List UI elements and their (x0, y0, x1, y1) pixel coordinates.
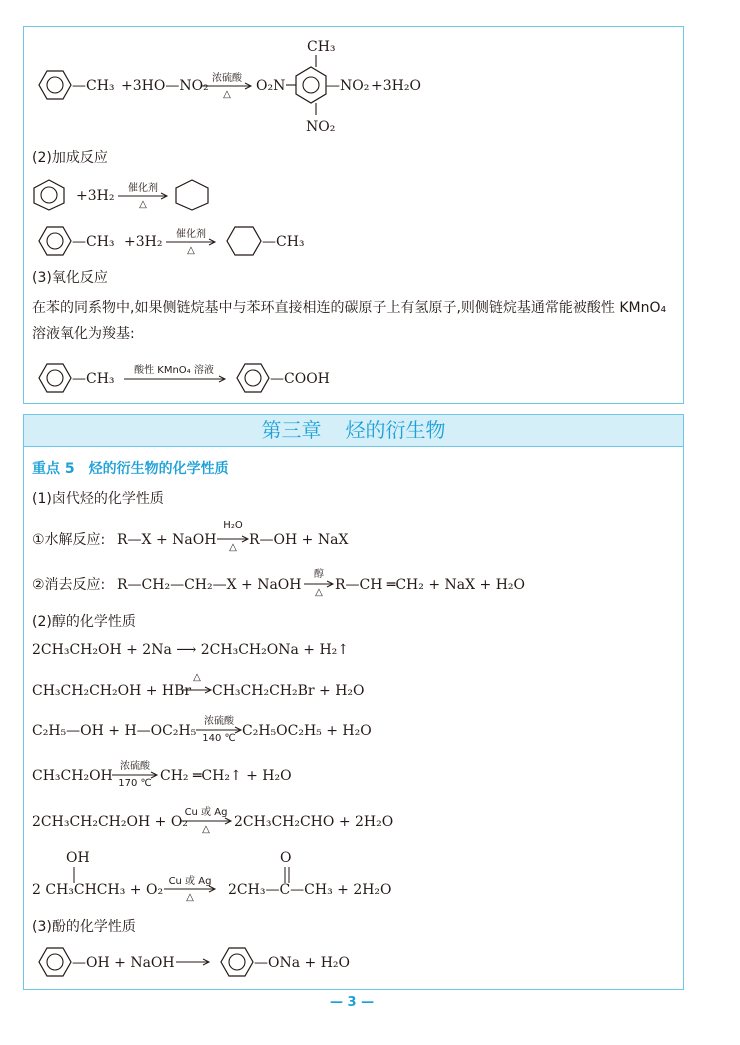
heading-addition-reaction: (2)加成反应 (32, 150, 108, 166)
benzene-ring-icon (32, 179, 66, 211)
nitric-acid-reagent: +3HO—NO₂ (121, 78, 209, 94)
reaction-arrow (176, 958, 212, 966)
benzene-ring-icon (220, 947, 254, 977)
heat-condition: △ (315, 587, 323, 598)
acetone-products: 2CH₃—C—CH₃ + 2H₂O (228, 882, 392, 898)
keypoint-title: 重点 5 烃的衍生物的化学性质 (32, 461, 229, 477)
reaction-arrow (124, 375, 228, 383)
hydrogen-reagent: +3H₂ (76, 188, 115, 204)
isopropanol-reactants: 2 CH₃CHCH₃ + O₂ (32, 882, 164, 898)
temperature-140: 140 ℃ (202, 733, 236, 744)
hydrolysis-products: R—OH + NaX (249, 532, 349, 548)
toluene-methyl: —CH₃ (72, 78, 115, 94)
alcohol-hbr-reactants: CH₃CH₂CH₂OH + HBr (32, 683, 192, 699)
ethylene-products: CH₂ ═CH₂↑ + H₂O (160, 768, 292, 784)
heat-condition: △ (186, 892, 194, 903)
kmno4-condition: 酸性 KMnO₄ 溶液 (134, 365, 214, 376)
heat-condition: △ (202, 824, 210, 835)
alcohol-condition: 醇 (314, 569, 324, 580)
methylcyclohexane-methyl: —CH₃ (262, 234, 305, 250)
page-number: — 3 — (330, 995, 375, 1010)
chapter-title: 烃的衍生物 (345, 418, 446, 442)
cu-ag-condition: Cu 或 Ag (168, 876, 212, 887)
catalyst-condition-bottom: △ (139, 199, 147, 210)
water-byproduct: +3H₂O (371, 78, 421, 94)
chapter-number: 第三章 (261, 418, 322, 442)
section-box-derivatives (23, 414, 684, 990)
oxidation-explanation: 在苯的同系物中,如果侧链烷基中与苯环直接相连的碳原子上有氢原子,则侧链烷基通常能被酸性 KMnO₄ 溶液氧化为羧基: (32, 300, 667, 342)
catalyst-condition-bottom: △ (187, 245, 195, 256)
carbonyl-oxygen: O (280, 850, 292, 866)
water-condition: H₂O (223, 520, 243, 531)
heading-haloalkane: (1)卤代烃的化学性质 (32, 491, 164, 507)
tnt-top-substituent: CH₃ (307, 39, 336, 55)
ether-products: C₂H₅OC₂H₅ + H₂O (242, 723, 372, 739)
sulfuric-acid-condition: 浓硫酸 (204, 716, 234, 727)
hydrolysis-label: ①水解反应: (32, 532, 106, 548)
heading-phenol: (3)酚的化学性质 (32, 919, 136, 935)
alcohol-hbr-products: CH₃CH₂CH₂Br + H₂O (212, 683, 365, 699)
elimination-products: R—CH ═CH₂ + NaX + H₂O (335, 577, 525, 593)
heading-alcohol: (2)醇的化学性质 (32, 614, 136, 630)
benzene-ring-icon (38, 363, 72, 393)
toluene-methyl: —CH₃ (72, 234, 115, 250)
hydroxyl-group: OH (66, 850, 90, 866)
cyclohexane-ring-icon (226, 226, 262, 256)
toluene-methyl: —CH₃ (72, 371, 115, 387)
temperature-170: 170 ℃ (118, 778, 152, 789)
cyclohexane-ring-icon (174, 179, 210, 211)
sulfuric-acid-condition: 浓硫酸 (120, 761, 150, 772)
ether-reactants: C₂H₅—OH + H—OC₂H₅ (32, 723, 197, 739)
tnt-right-substituent: —NO₂ (326, 78, 370, 94)
tnt-bottom-substituent: NO₂ (306, 119, 336, 135)
benzene-ring-icon (38, 947, 72, 977)
benzoic-acid-group: —COOH (270, 371, 330, 387)
benzene-ring-icon (38, 70, 72, 100)
catalyst-condition-top: 催化剂 (128, 183, 158, 194)
hydrogen-reagent: +3H₂ (124, 234, 163, 250)
propanol-oxidation-reactants: 2CH₃CH₂CH₂OH + O₂ (32, 814, 188, 830)
alcohol-sodium-equation: 2CH₃CH₂OH + 2Na ⟶ 2CH₃CH₂ONa + H₂↑ (32, 642, 349, 658)
propanal-products: 2CH₃CH₂CHO + 2H₂O (234, 814, 394, 830)
sodium-phenoxide-products: —ONa + H₂O (254, 955, 351, 971)
phenol-reactants: —OH + NaOH (72, 955, 175, 971)
cu-ag-condition: Cu 或 Ag (184, 807, 228, 818)
hydrolysis-reactants: R—X + NaOH (117, 532, 217, 548)
nitration-condition-top: 浓硫酸 (212, 73, 242, 84)
elimination-label: ②消去反应: (32, 577, 106, 593)
tnt-left-substituent: O₂N (256, 78, 286, 94)
catalyst-condition-top: 催化剂 (176, 229, 206, 240)
benzene-ring-icon (38, 226, 72, 256)
heading-oxidation-reaction: (3)氧化反应 (32, 270, 108, 286)
heat-condition: △ (193, 672, 201, 683)
elimination-reactants: R—CH₂—CH₂—X + NaOH (117, 577, 302, 593)
section-box-aromatic-reactions (23, 26, 684, 404)
ethanol-dehydration-reactant: CH₃CH₂OH (32, 768, 113, 784)
nitration-condition-bottom: △ (223, 89, 231, 100)
heat-condition: △ (229, 542, 237, 553)
reaction-arrow (182, 686, 214, 694)
benzene-ring-icon (236, 363, 270, 393)
chapter-title-bar (24, 415, 683, 447)
